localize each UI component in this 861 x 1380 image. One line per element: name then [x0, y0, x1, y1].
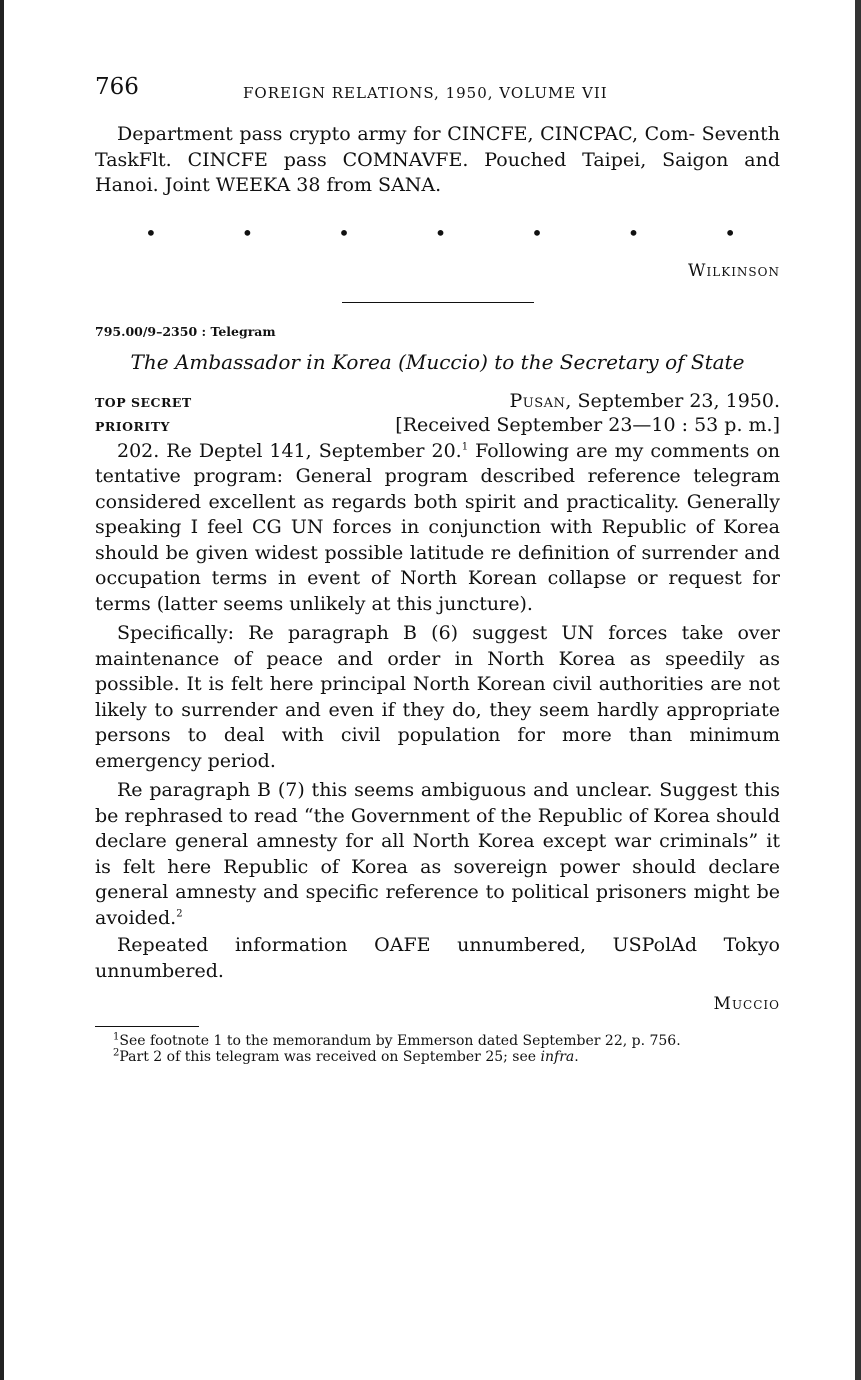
ellipsis-dot: •	[724, 220, 736, 245]
scan-edge-right	[855, 0, 861, 1380]
footnote-2	[95, 1049, 780, 1065]
date-text: , September 23, 1950.	[565, 389, 780, 412]
footnote-text-end: .	[574, 1049, 579, 1065]
footnote-ref-2[interactable]: 2	[176, 908, 183, 920]
footnote-mark: 2	[113, 1047, 120, 1059]
document-page	[95, 72, 780, 1065]
opening-paragraph: Department pass crypto army for CINCFE, CINCPAC, Com- Seventh TaskFlt. CINCFE pass COMNAVFE. Pouched Taipei, Saigon and Hanoi. Joint WEEKA 38 from SANA.	[95, 123, 780, 196]
received-note: [Received September 23—10 : 53 p. m.]	[395, 413, 780, 436]
ellipsis-dot: •	[531, 220, 543, 245]
footnote-mark: 1	[113, 1031, 120, 1043]
closing-signature: Muccio	[713, 994, 780, 1014]
ellipsis-dot: •	[338, 220, 350, 245]
classification-label: TOP SECRET	[95, 394, 192, 410]
body-paragraph-2: Specifically: Re paragraph B (6) suggest UN forces take over maintenance of peace and order in North Korea as speedily as possible. It is felt here principal North Korean civil authorities are not likely to surrender and even if they do, they seem hardly appropriate persons to deal with civil population for more than minimum emergency period.	[95, 622, 780, 772]
precedence-label: PRIORITY	[95, 418, 170, 434]
section-divider	[342, 302, 534, 303]
footnote-text: Part 2 of this telegram was received on September 25; see	[119, 1049, 541, 1065]
ellipsis-dot: •	[145, 220, 157, 245]
ellipsis-dot: •	[241, 220, 254, 245]
ellipsis-row	[95, 220, 780, 245]
ellipsis-dot: •	[434, 220, 447, 245]
ellipsis-dot: •	[627, 220, 640, 245]
footnote-1	[95, 1033, 780, 1049]
paragraph-text-cont: Following are my comments on tentative program: General program described reference telegram considered excellent as regards both spirit and practicality. Generally speaking I feel CG UN forces in conjunction with Republic of Korea should be given widest possible latitude re definition of surrender and occupation terms in event of North Korean collapse or request for terms (latter seems unlikely at this juncture).	[95, 439, 780, 615]
paragraph-text: 202. Re Deptel 141, September 20.	[117, 439, 462, 462]
file-reference: 795.00/9–2350 : Telegram	[95, 323, 276, 339]
place-date	[510, 389, 781, 413]
footnote-italic: infra	[540, 1049, 575, 1065]
page-number: 766	[95, 74, 139, 100]
place-name: Pusan	[509, 389, 566, 412]
classification-row	[95, 389, 780, 413]
body-paragraph-1	[95, 439, 780, 618]
body-paragraph-4: Repeated information OAFE unnumbered, USPolAd Tokyo unnumbered.	[95, 934, 780, 982]
footnote-divider	[95, 1026, 199, 1027]
document-title: The Ambassador in Korea (Muccio) to the Secretary of State	[130, 349, 745, 374]
scan-edge-left	[0, 0, 4, 1380]
running-header	[95, 72, 780, 106]
first-signature: Wilkinson	[688, 260, 780, 281]
footnote-ref-1[interactable]: 1	[461, 441, 469, 453]
running-title: FOREIGN RELATIONS, 1950, VOLUME VII	[243, 84, 608, 102]
footnote-text: See footnote 1 to the memorandum by Emmerson dated September 22, p. 756.	[119, 1033, 681, 1049]
body-paragraph-3	[95, 778, 780, 931]
precedence-row	[95, 413, 780, 437]
paragraph-text: Re paragraph B (7) this seems ambiguous and unclear. Suggest this be rephrased to read “the Government of the Republic of Korea should declare general amnesty for all North Korea except war criminals” it is felt here Republic of Korea as sovereign power should declare general amnesty and specific reference to political prisoners might be avoided.	[95, 779, 780, 929]
